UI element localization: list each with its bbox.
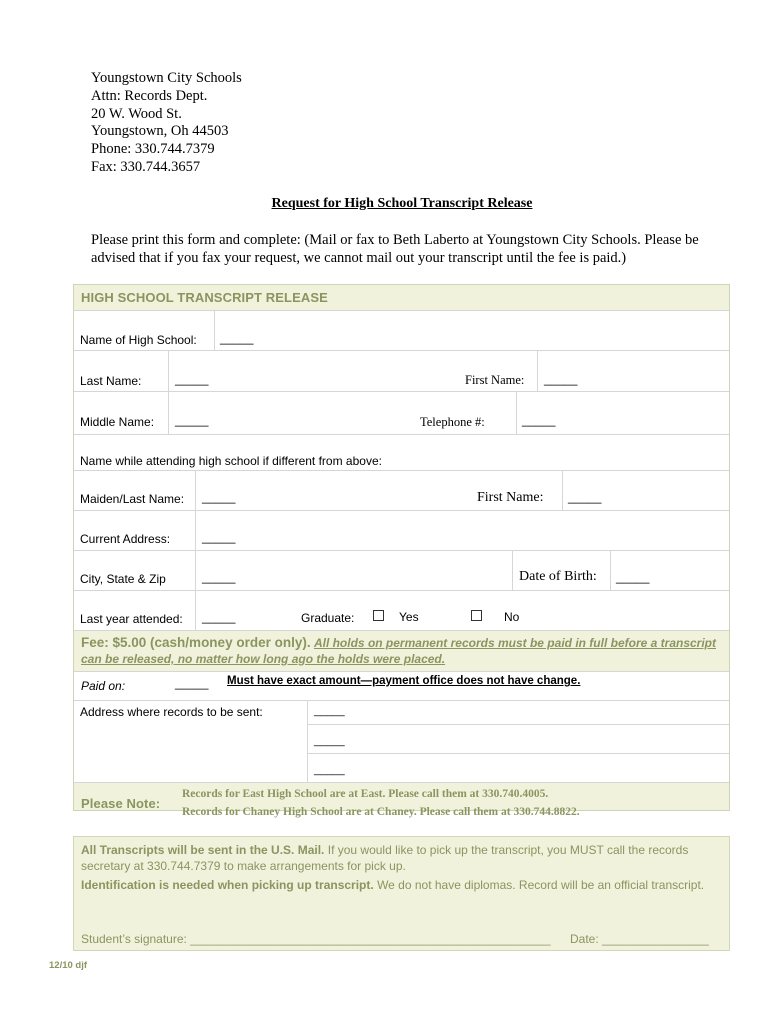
- id-notice-text: We do not have diplomas. Record will be an official transcript.: [377, 878, 705, 892]
- pickup-info-box: [73, 836, 730, 951]
- date-of-birth-field[interactable]: _____: [616, 570, 650, 584]
- maiden-first-name-label: First Name:: [477, 490, 544, 505]
- phone-line: Phone: 330.744.7379: [91, 141, 215, 158]
- mail-notice-text: If you would like to pick up the transcript, you MUST call the records secretary at 330.744.7379 to make arrangements for pick up.: [81, 843, 689, 873]
- last-name-field[interactable]: _____: [175, 372, 209, 386]
- school-address-block: [91, 70, 242, 177]
- current-address-field[interactable]: _____: [202, 530, 236, 544]
- exact-amount-notice: Must have exact amount—payment office does not have change.: [227, 675, 581, 687]
- east-records-note: Records for East High School are at East. Please call them at 330.740.4005.: [182, 788, 549, 800]
- maiden-name-field[interactable]: _____: [202, 490, 236, 504]
- paid-on-label: Paid on:: [81, 679, 126, 693]
- intro-paragraph: Please print this form and complete: (Mail or fax to Beth Laberto at Youngstown City Schools. Please be advised that if you fax your request, we cannot mail out your transcript until the fee is paid.): [91, 232, 699, 266]
- graduate-yes-checkbox[interactable]: [373, 610, 384, 621]
- paid-on-field[interactable]: _____: [175, 676, 209, 690]
- middle-name-label: Middle Name:: [80, 415, 155, 429]
- graduate-no-checkbox[interactable]: [471, 610, 482, 621]
- fee-notice: [81, 635, 723, 667]
- address-line: 20 W. Wood St.: [91, 105, 182, 122]
- date-of-birth-label: Date of Birth:: [519, 569, 597, 584]
- name-of-school-field[interactable]: _____: [220, 331, 254, 345]
- address-line: Youngstown City Schools: [91, 70, 242, 86]
- footer-code: 12/10 djf: [49, 960, 88, 971]
- name-of-school-label: Name of High School:: [80, 333, 197, 347]
- telephone-field[interactable]: _____: [522, 413, 556, 427]
- address-line-2-field[interactable]: _____: [314, 735, 345, 747]
- maiden-first-name-field[interactable]: _____: [568, 490, 602, 504]
- graduate-no-label: No: [504, 610, 520, 624]
- chaney-records-note: Records for Chaney High School are at Chaney. Please call them at 330.744.8822.: [182, 806, 580, 818]
- city-state-zip-field[interactable]: _____: [202, 570, 236, 584]
- maiden-name-label: Maiden/Last Name:: [80, 492, 185, 506]
- current-address-label: Current Address:: [80, 532, 171, 546]
- telephone-label: Telephone #:: [420, 415, 485, 429]
- address-sent-label: Address where records to be sent:: [80, 705, 263, 719]
- last-year-label: Last year attended:: [80, 612, 183, 626]
- last-year-field[interactable]: _____: [202, 610, 236, 624]
- transcript-release-form: [73, 284, 730, 818]
- page-title: Request for High School Transcript Release: [271, 196, 533, 211]
- middle-name-field[interactable]: _____: [175, 413, 209, 427]
- fax-line: Fax: 330.744.3657: [91, 158, 201, 175]
- city-state-zip-label: City, State & Zip: [80, 572, 166, 586]
- mail-notice-bold: All Transcripts will be sent in the U.S. Mail.: [81, 843, 325, 857]
- mail-notice: [81, 843, 721, 874]
- please-note-label: Please Note:: [81, 796, 161, 811]
- holds-warning: All holds on permanent records must be paid in full before a transcript can be released, no matter how long ago the holds were placed.: [81, 636, 717, 666]
- graduate-yes-label: Yes: [399, 610, 419, 624]
- first-name-label: First Name:: [465, 373, 525, 387]
- form-heading: HIGH SCHOOL TRANSCRIPT RELEASE: [81, 290, 328, 305]
- name-while-attending-label: Name while attending high school if different from above:: [80, 454, 382, 468]
- address-line: Attn: Records Dept.: [91, 87, 208, 104]
- signature-line[interactable]: Student’s signature: ______________________________________________________: [81, 932, 551, 946]
- graduate-label: Graduate:: [301, 611, 355, 625]
- id-notice: [81, 878, 721, 894]
- date-line[interactable]: Date: ________________: [570, 932, 709, 946]
- address-line: Youngstown, Oh 44503: [91, 123, 229, 140]
- fee-amount: Fee: $5.00 (cash/money order only).: [81, 635, 311, 650]
- address-line-1-field[interactable]: _____: [314, 705, 345, 717]
- address-line-3-field[interactable]: _____: [314, 764, 345, 776]
- first-name-field[interactable]: _____: [544, 372, 578, 386]
- last-name-label: Last Name:: [80, 374, 142, 388]
- id-notice-bold: Identification is needed when picking up transcript.: [81, 878, 374, 892]
